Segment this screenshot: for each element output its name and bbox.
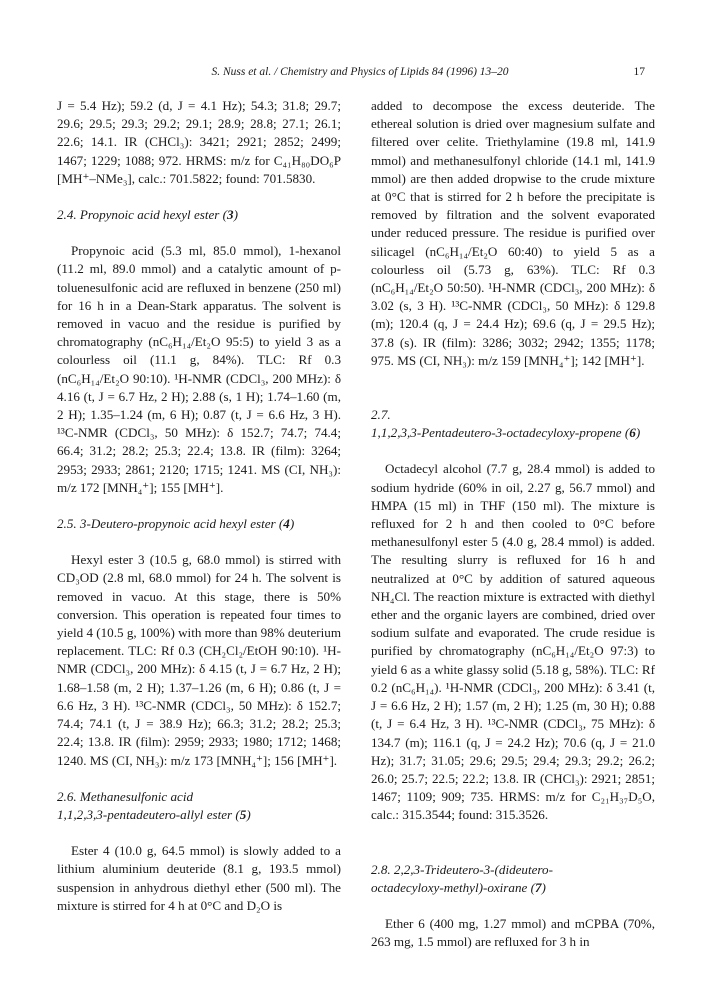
right-column (371, 97, 655, 951)
compound-number: 7 (534, 879, 542, 895)
section-heading-2-7: 2.7. 1,1,2,3,3-Pentadeutero-3-octadecyloxy-propene (6) (371, 407, 641, 441)
heading-text-line1: 2.8. 2,2,3-Trideutero-3-(dideutero- (371, 861, 553, 877)
section-heading-2-5: 2.5. 3-Deutero-propynoic acid hexyl ester (4) (57, 516, 295, 532)
heading-text-line2: 1,1,2,3,3-Pentadeutero-3-octadecyloxy-propene ( (371, 425, 630, 441)
section-heading-2-8: 2.8. 2,2,3-Trideutero-3-(dideutero- octadecyloxy-methyl)-oxirane (7) (371, 861, 553, 895)
compound-number: 3 (227, 207, 234, 223)
left-column (57, 97, 341, 915)
heading-text-line1: 2.7. (371, 407, 391, 423)
compound-number: 4 (283, 516, 290, 532)
running-header (57, 66, 663, 82)
section-heading-2-6: 2.6. Methanesulfonic acid 1,1,2,3,3-pentadeutero-allyl ester (5) (57, 788, 251, 822)
compound-number: 5 (239, 806, 247, 822)
running-title: S. Nuss et al. / Chemistry and Physics of Lipids 84 (1996) 13–20 (211, 66, 509, 78)
section-heading-2-4: 2.4. Propynoic acid hexyl ester (3) (57, 207, 238, 223)
heading-text: 2.4. Propynoic acid hexyl ester ( (57, 207, 228, 223)
paragraph-2-5: Hexyl ester 3 (10.5 g, 68.0 mmol) is stirred with CD₃OD (2.8 ml, 68.0 mmol) for 24 h. The solvent is removed in vacuo. At this stage, there is 50% conversion. This operation is repeated four times to yield 4 (10.5 g, 100%) with more than 98% deuterium replacement. TLC: Rf 0.3 (CH₂Cl₂/EtOH 90:10). ¹H-NMR (CDCl₃, 200 MHz): δ 4.15 (t, J = 6.7 Hz, 2 H); 1.68–1.58 (m, 2 H); 1.37–1.26 (m, 6 H); 0.86 (t, J = 6.6 Hz, 3 H). ¹³C-NMR (CDCl₃, 50 MHz): δ 152.7; 74.4; 74.1 (t, J = 38.9 Hz); 66.3; 31.2; 28.2; 25.3; 22.4; 13.8. IR (film): 2959; 2933; 1980; 1712; 1468; 1240. MS (CI, NH₃): m/z 173 [MNH₄⁺]; 156 [MH⁺]. (57, 552, 342, 768)
paragraph-continued: J = 5.4 Hz); 59.2 (d, J = 4.1 Hz); 54.3; 31.8; 29.7; 29.6; 29.5; 29.3; 29.2; 29.1; 28.9; 28.8; 27.1; 26.1; 22.6; 14.1. IR (CHCl₃): 3421; 2921; 2852; 2499; 1467; 1229; 1088; 972. HRMS: m/z for C₄₁H₈₀DO₆P [MH⁺–NMe₃], calc.: 701.5822; found: 701.5830. (57, 98, 341, 186)
page-number: 17 (633, 66, 645, 78)
heading-text-line2: 1,1,2,3,3-pentadeutero-allyl ester ( (57, 806, 240, 822)
heading-text-line2: octadecyloxy-methyl)-oxirane ( (371, 879, 535, 895)
paragraph-2-6: Ester 4 (10.0 g, 64.5 mmol) is slowly added to a lithium aluminium deuteride (8.1 g, 193.5 mmol) suspension in anhydrous diethyl ether (500 ml). The mixture is stirred for 4 h at 0°C and D₂O is (57, 843, 341, 913)
paragraph-continued: added to decompose the excess deuteride. The ethereal solution is dried over magnesium sulfate and filtered over celite. Triethylamine (19.8 ml, 141.9 mmol) and methanesulfonyl chloride (14.1 ml, 141.9 mmol) are then added dropwise to the crude mixture at 0°C that is stirred for 2 h before the precipitate is removed by filtration and the solvent evaporated under reduced pressure. The residue is purified over silicagel (nC₆H₁₄/Et₂O 60:40) to yield 5 as a colourless oil (5.73 g, 63%). TLC: Rf 0.3 (nC₆H₁₄/Et₂O 50:50). ¹H-NMR (CDCl₃, 200 MHz): δ 3.02 (s, 3 H). ¹³C-NMR (CDCl₃, 50 MHz): δ 129.8 (m); 120.4 (q, J = 24.4 Hz); 69.6 (q, J = 29.5 Hz); 37.8 (s). IR (film): 3286; 3032; 2942; 1355; 1178; 975. MS (CI, NH₃): m/z 159 [MNH₄⁺]; 142 [MH⁺]. (371, 98, 655, 368)
compound-number: 6 (629, 425, 636, 441)
paragraph-2-4: Propynoic acid (5.3 ml, 85.0 mmol), 1-hexanol (11.2 ml, 89.0 mmol) and a catalytic amount of p-toluenesulfonic acid are refluxed in benzene (250 ml) for 16 h in a Dean-Stark apparatus. The solvent is removed in vacuo and the residue is purified by chromatography (nC₆H₁₄/Et₂O 95:5) to yield 3 as a colourless oil (11.1 g, 84%). TLC: Rf 0.3 (nC₆H₁₄/Et₂O 90:10). ¹H-NMR (CDCl₃, 200 MHz): δ 4.16 (t, J = 6.7 Hz, 2 H); 2.88 (s, 1 H); 1.74–1.60 (m, 2 H); 1.35–1.24 (m, 6 H); 0.87 (t, J = 6.6 Hz, 3 H). ¹³C-NMR (CDCl₃, 50 MHz): δ 152.7; 74.7; 74.4; 66.4; 31.2; 28.2; 25.3; 22.4; 13.8. IR (film): 3264; 2953; 2933; 2861; 2120; 1715; 1241. MS (CI, NH₃): m/z 172 [MNH₄⁺]; 155 [MH⁺]. (57, 243, 341, 495)
paragraph-2-7: Octadecyl alcohol (7.7 g, 28.4 mmol) is added to sodium hydride (60% in oil, 2.27 g, 56.7 mmol) and HMPA (15 ml) in THF (150 ml). The mixture is refluxed for 2 h and then cooled to 0°C before methanesulfonyl ester 5 (4.0 g, 28.4 mmol) is added. The resulting slurry is refluxed for 16 h and neutralized at 0°C by addition of satured aqueous NH₄Cl. The reaction mixture is extracted with diethyl ether and the organic layers are combined, dried over sodium sulfate and evaporated. The crude residue is purified by chromatography (nC₆H₁₄/Et₂O 97:3) to yield 6 as a white glassy solid (5.18 g, 58%). TLC: Rf 0.2 (nC₆H₁₄). ¹H-NMR (CDCl₃, 200 MHz): δ 3.41 (t, J = 6.6 Hz, 2 H); 1.57 (m, 2 H); 1.25 (m, 30 H); 0.88 (t, J = 6.4 Hz, 3 H). ¹³C-NMR (CDCl₃, 75 MHz): δ 134.7 (m); 116.1 (q, J = 24.2 Hz); 70.6 (q, J = 21.0 Hz); 31.7; 31.05; 29.6; 29.5; 29.4; 29.3; 29.2; 26.2; 26.0; 25.7; 22.5; 22.2; 13.8. IR (CHCl₃): 2921; 2851; 1467; 1109; 909; 735. HRMS: m/z for C₂₁H₃₇D₅O, calc.: 315.3544; found: 315.3526. (371, 461, 655, 823)
heading-text: 2.5. 3-Deutero-propynoic acid hexyl ester ( (57, 516, 284, 532)
paragraph-2-8: Ether 6 (400 mg, 1.27 mmol) and mCPBA (70%, 263 mg, 1.5 mmol) are refluxed for 3 h in (371, 915, 655, 950)
heading-text-line1: 2.6. Methanesulfonic acid (57, 788, 194, 804)
